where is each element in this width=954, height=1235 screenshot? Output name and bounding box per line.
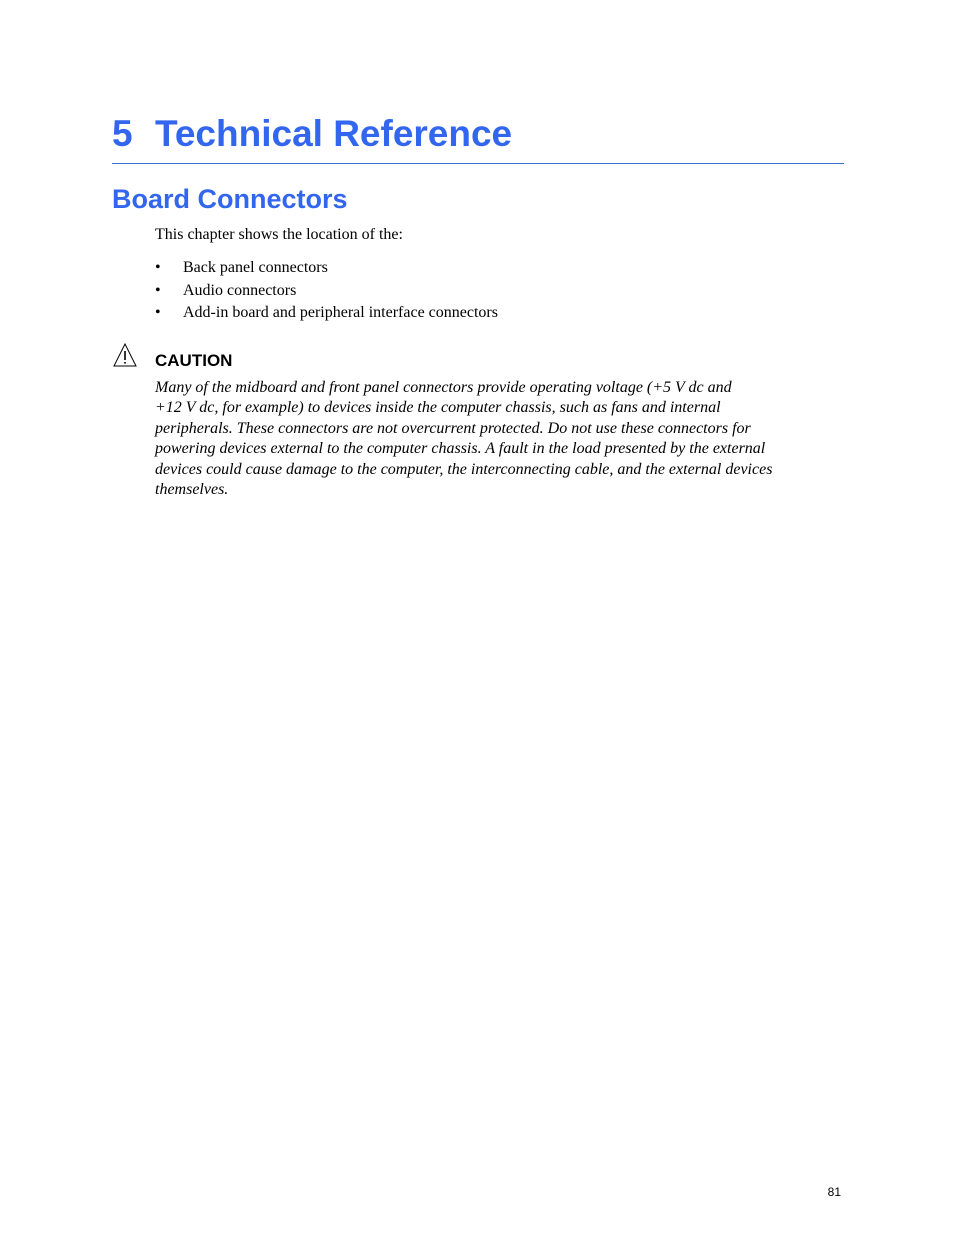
- page-number: 81: [827, 1185, 841, 1199]
- section-heading: Board Connectors: [112, 184, 348, 214]
- list-item-text: Audio connectors: [183, 281, 297, 299]
- list-item: [155, 302, 498, 325]
- chapter-title-text: Technical Reference: [155, 113, 513, 154]
- list-item-text: Add-in board and peripheral interface connectors: [183, 304, 498, 321]
- bullet-icon: •: [155, 304, 161, 321]
- chapter-title-rule: [112, 163, 844, 164]
- caution-line: themselves.: [155, 481, 229, 499]
- connector-list: [155, 257, 498, 325]
- list-item: [155, 257, 498, 280]
- bullet-icon: •: [155, 281, 161, 299]
- warning-triangle-icon: [113, 343, 137, 367]
- caution-label: CAUTION: [155, 351, 233, 370]
- caution-line: peripherals. These connectors are not overcurrent protected. Do not use these connectors for: [155, 419, 751, 437]
- caution-line: devices could cause damage to the computer, the interconnecting cable, and the external devices: [155, 460, 773, 478]
- list-item: [155, 280, 498, 303]
- caution-line: +12 V dc, for example) to devices inside the computer chassis, such as fans and internal: [155, 399, 721, 417]
- caution-line: Many of the midboard and front panel connectors provide operating voltage (+5 V dc and: [155, 379, 732, 396]
- caution-text: [155, 378, 835, 500]
- chapter-number: 5: [112, 113, 133, 154]
- chapter-title: [112, 110, 512, 158]
- list-item-text: Back panel connectors: [183, 259, 328, 276]
- caution-line: powering devices external to the computer chassis. A fault in the load presented by the external: [155, 440, 766, 458]
- bullet-icon: •: [155, 259, 161, 276]
- intro-paragraph: This chapter shows the location of the:: [155, 226, 403, 243]
